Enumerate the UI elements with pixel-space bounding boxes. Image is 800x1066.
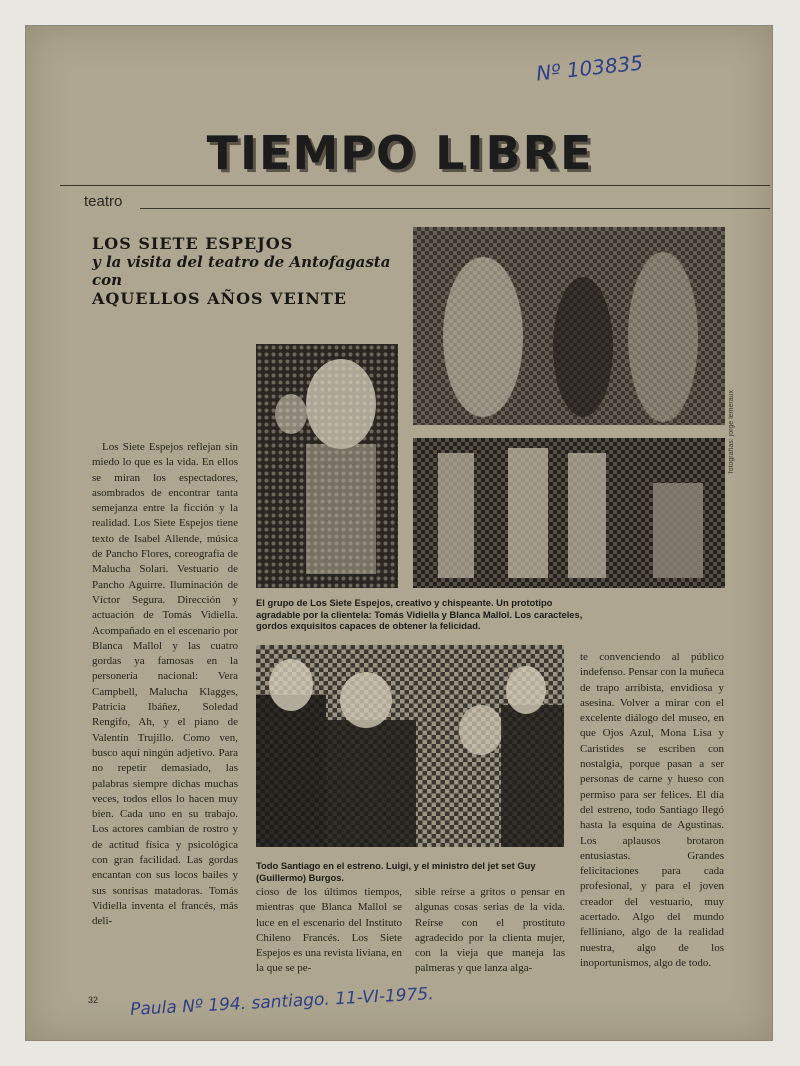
masthead-title: TIEMPO LIBRE [206, 126, 594, 180]
masthead-rule [60, 185, 770, 186]
article-paragraph: Los Siete Espejos reflejan sin miedo lo que es la vida. En ellos se miran los espectadores, asombrados de encontrar tanta semejanza entre la ficción y la realidad. Los Siete Espejos tiene texto de Isabel Allende, música de Pancho Flores, coreografía de Malucha Solari. Vestuario de Pancho Aguirre. Iluminación de Víctor Segura. Dirección y actuación de Tomás Vidiella. Acompañado en el escenario por Blanca Mallol y las cuatro gordas ya famosas en la personería nacional: Vera Campbell, Malucha Klagges, Patricia Ibáñez, Soledad Rengifo, Ah, y el piano de Valentín Trujillo. Como ven, busco aquí ningún adjetivo. Para no repetir demasiado, las palabras siempre dichas muchas veces, todos ellos lo hacen muy bien. Cada uno en su trabajo. Los actores cambian de rostro y de actitud física y psicológica con gran facilidad. Las gordas encantan con sus locos bailes y sus sonrisas matadoras. Tomás Vidiella inventa el francés, más deli- [92, 441, 238, 928]
section-rule [140, 208, 770, 209]
article-paragraph: sible reírse a gritos o pensar en algunas cosas serias de la vida. Reírse con el prostituto agradecido por la clienta mujer, con la vieja que maneja las palmeras y que lanza alga- [415, 886, 565, 975]
headline-line-3: AQUELLOS AÑOS VEINTE [92, 289, 347, 308]
article-column-2 [256, 885, 402, 977]
photo-premiere-guests [256, 645, 564, 847]
article-paragraph: cioso de los últimos tiempos, mientras que Blanca Mallol se luce en el escenario del Instituto Chileno Francés. Los Siete Espejos es una revista liviana, en la que se pe- [256, 886, 402, 975]
photo-stage-scene [413, 227, 725, 425]
headline-line-2: y la visita del teatro de Antofagasta con [92, 253, 391, 289]
handwritten-annotation: Paula Nº 194. santiago. 11-VI-1975. [129, 984, 435, 1020]
article-column-1 [92, 440, 238, 930]
article-column-4 [580, 650, 724, 971]
headline-line-1: LOS SIETE ESPEJOS [92, 234, 294, 253]
article-paragraph: te convenciendo al público indefenso. Pensar con la muñeca de trapo arribista, envidiosa y asesina. Volver a mirar con el excelente diálogo del museo, en que Ojos Azul, Mona Lisa y Caristides se escriben con nostalgia, porque pasan a ser personas de carne y hueso con permiso para ser felices. El día del estreno, todo Santiago llegó hasta la esquina de Agustinas. Los aplausos brotaron entusiastas. Grandes felicitaciones para cada profesional, y para el joven creador del vestuario, muy acertado. Algo del mundo felliniano, algo de la realidad nuestra, algo de los inoportunismos, algo de todo. [580, 651, 724, 969]
article-column-3 [415, 885, 565, 977]
article-headline [92, 234, 392, 308]
section-label: teatro [84, 193, 123, 210]
photo-credit: fotografías: jorge lemeraux [728, 390, 735, 474]
caption-group-photo: El grupo de Los Siete Espejos, creativo y chispeante. Un prototipo agradable por la clientela: Tomás Vidiella y Blanca Mallol. Los caracteles, gordos exquisitos capaces de obtener la felicidad. [256, 597, 583, 632]
photo-costumed-figures [413, 438, 725, 588]
page-number: 32 [88, 995, 99, 1005]
archive-stamp: Nº 103835 [535, 50, 645, 86]
caption-premiere-photo: Todo Santiago en el estreno. Luigi, y el ministro del jet set Guy (Guillermo) Burgos. [256, 860, 536, 883]
photo-performer [256, 344, 398, 588]
